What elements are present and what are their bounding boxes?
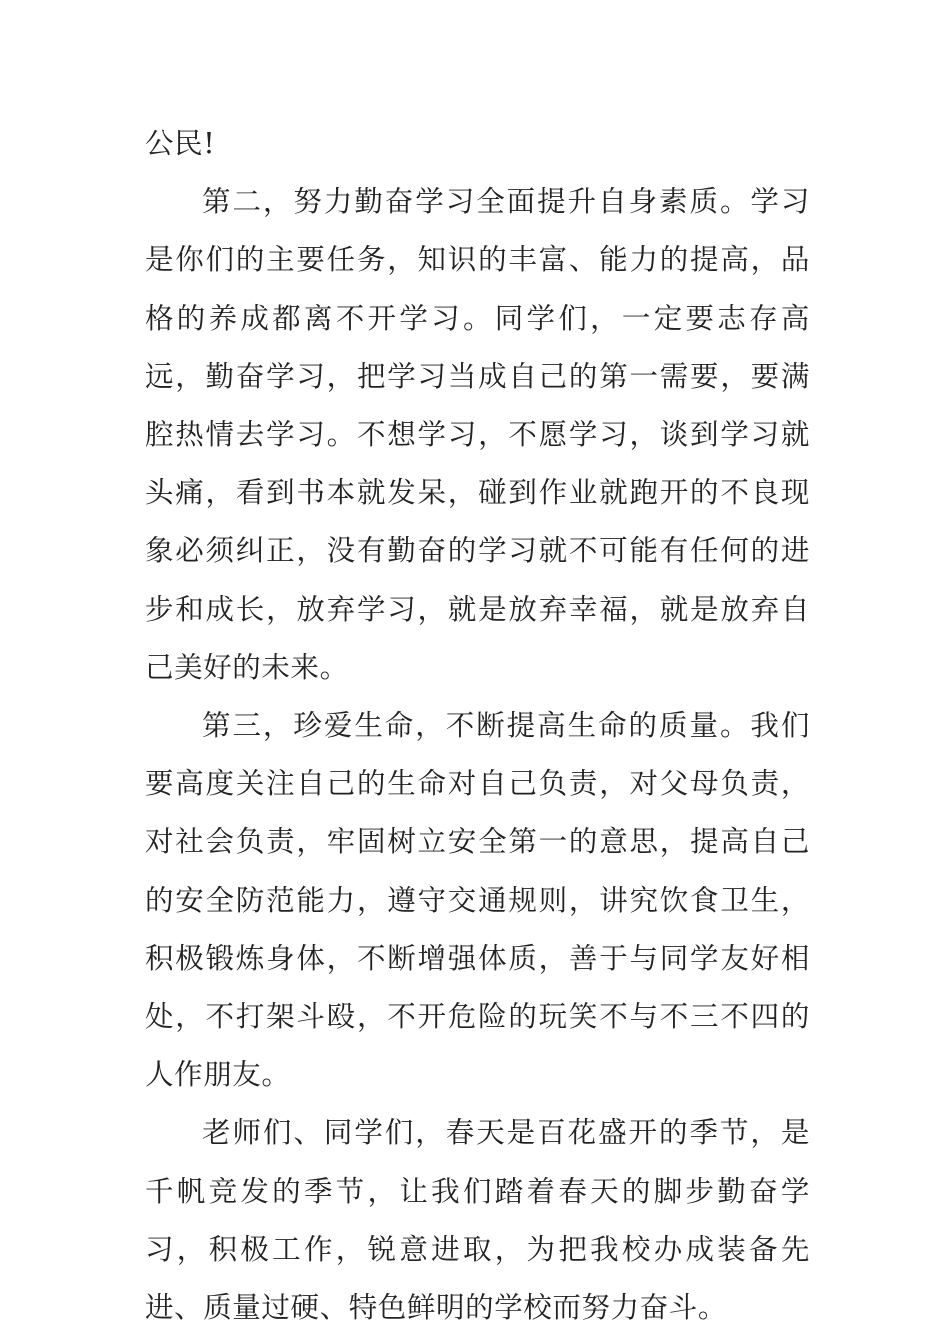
body-text	[145, 115, 810, 1337]
paragraph-closing-fragment: 公民!	[145, 127, 216, 160]
paragraph-conclusion: 老师们、同学们，春天是百花盛开的季节，是千帆竞发的季节，让我们踏着春天的脚步勤奋学习，积极工作，锐意进取，为把我校办成装备先进、质量过硬、特色鲜明的学校而努力奋斗。	[145, 1116, 810, 1325]
paragraph-third-point: 第三，珍爱生命，不断提高生命的质量。我们要高度关注自己的生命对自己负责，对父母负责，对社会负责，牢固树立安全第一的意思，提高自己的安全防范能力，遵守交通规则，讲究饮食卫生，积极锻炼身体，不断增强体质，善于与同学友好相处，不打架斗殴，不开危险的玩笑不与不三不四的人作朋友。	[145, 709, 810, 1092]
paragraph-second-point: 第二，努力勤奋学习全面提升自身素质。学习是你们的主要任务，知识的丰富、能力的提高，品格的养成都离不开学习。同学们，一定要志存高远，勤奋学习，把学习当成自己的第一需要，要满腔热情去学习。不想学习，不愿学习，谈到学习就头痛，看到书本就发呆，碰到作业就跑开的不良现象必须纠正，没有勤奋的学习就不可能有任何的进步和成长，放弃学习，就是放弃幸福，就是放弃自己美好的未来。	[145, 185, 810, 684]
